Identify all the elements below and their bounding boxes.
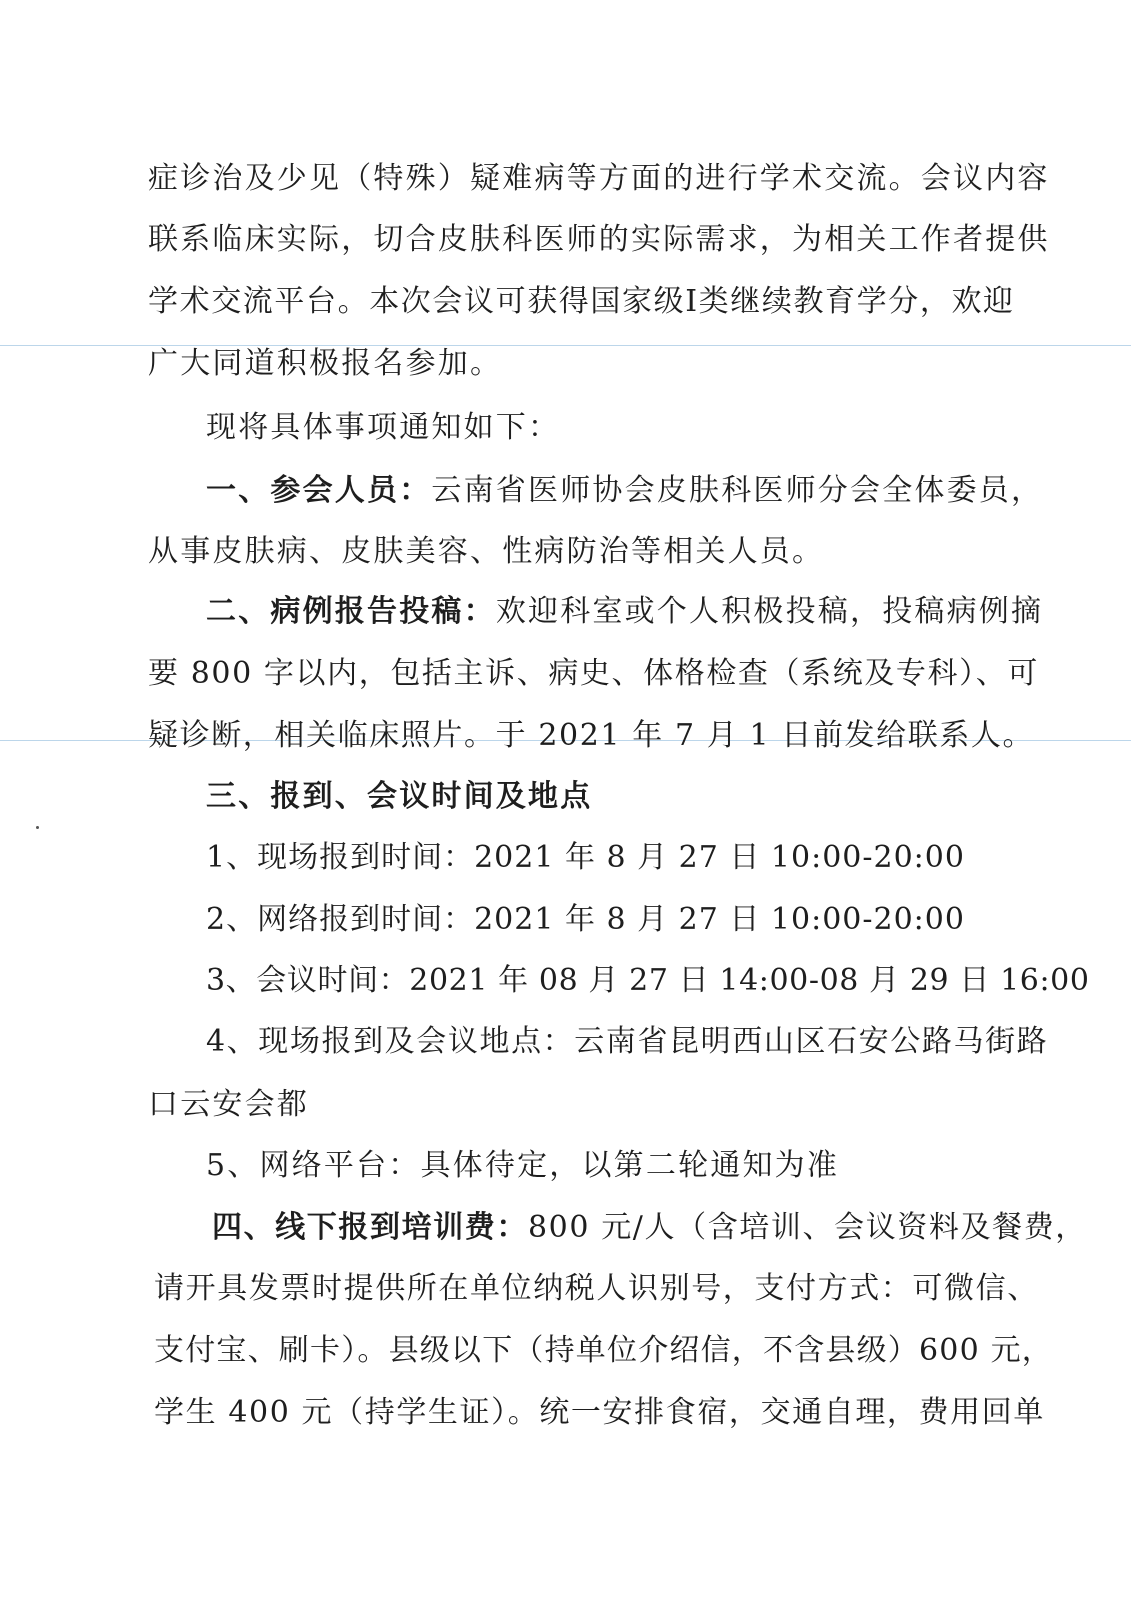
section4-line: 请开具发票时提供所在单位纳税人识别号，支付方式：可微信、 <box>154 1271 1039 1306</box>
body-line: 症诊治及少见（特殊）疑难病等方面的进行学术交流。会议内容 <box>148 161 1050 196</box>
section4-line: 四、线下报到培训费：800 元/人（含培训、会议资料及餐费， <box>212 1210 1087 1245</box>
section1-line: 一、参会人员：云南省医师协会皮肤科医师分会全体委员， <box>206 473 1044 508</box>
body-line: 学术交流平台。本次会议可获得国家级Ⅰ类继续教育学分，欢迎 <box>148 284 1015 319</box>
section3-heading: 三、报到、会议时间及地点 <box>206 779 593 814</box>
section3-item: 5、网络平台：具体待定，以第二轮通知为准 <box>206 1148 840 1183</box>
section3-item: 1、现场报到时间：2021 年 8 月 27 日 10:00-20:00 <box>206 840 965 875</box>
section1-heading: 一、参会人员： <box>206 473 432 508</box>
section4-line: 支付宝、刷卡）。县级以下（持单位介绍信，不含县级）600 元， <box>154 1333 1053 1368</box>
body-line: 联系临床实际，切合皮肤科医师的实际需求，为相关工作者提供 <box>148 222 1050 257</box>
section2-line: 要 800 字以内，包括主诉、病史、体格检查（系统及专科）、可 <box>148 656 1039 691</box>
section2-line: 二、病例报告投稿：欢迎科室或个人积极投稿，投稿病例摘 <box>206 594 1044 629</box>
section2-heading: 二、病例报告投稿： <box>206 594 496 629</box>
section3-item: 口云安会都 <box>148 1087 309 1122</box>
notice-lead: 现将具体事项通知如下： <box>206 410 561 445</box>
section4-line: 学生 400 元（持学生证）。统一安排食宿，交通自理，费用回单 <box>154 1395 1045 1430</box>
section3-item: 2、网络报到时间：2021 年 8 月 27 日 10:00-20:00 <box>206 902 965 937</box>
section1-line: 从事皮肤病、皮肤美容、性病防治等相关人员。 <box>148 534 825 569</box>
scan-speck <box>36 826 39 829</box>
body-line: 广大同道积极报名参加。 <box>148 346 503 381</box>
section2-line: 疑诊断，相关临床照片。于 2021 年 7 月 1 日前发给联系人。 <box>148 718 1035 753</box>
section4-heading: 四、线下报到培训费： <box>212 1210 528 1245</box>
section3-item: 4、现场报到及会议地点：云南省昆明西山区石安公路马街路 <box>206 1024 1049 1059</box>
section3-item: 3、会议时间：2021 年 08 月 27 日 14:00-08 月 29 日 16:00 <box>206 963 1090 998</box>
